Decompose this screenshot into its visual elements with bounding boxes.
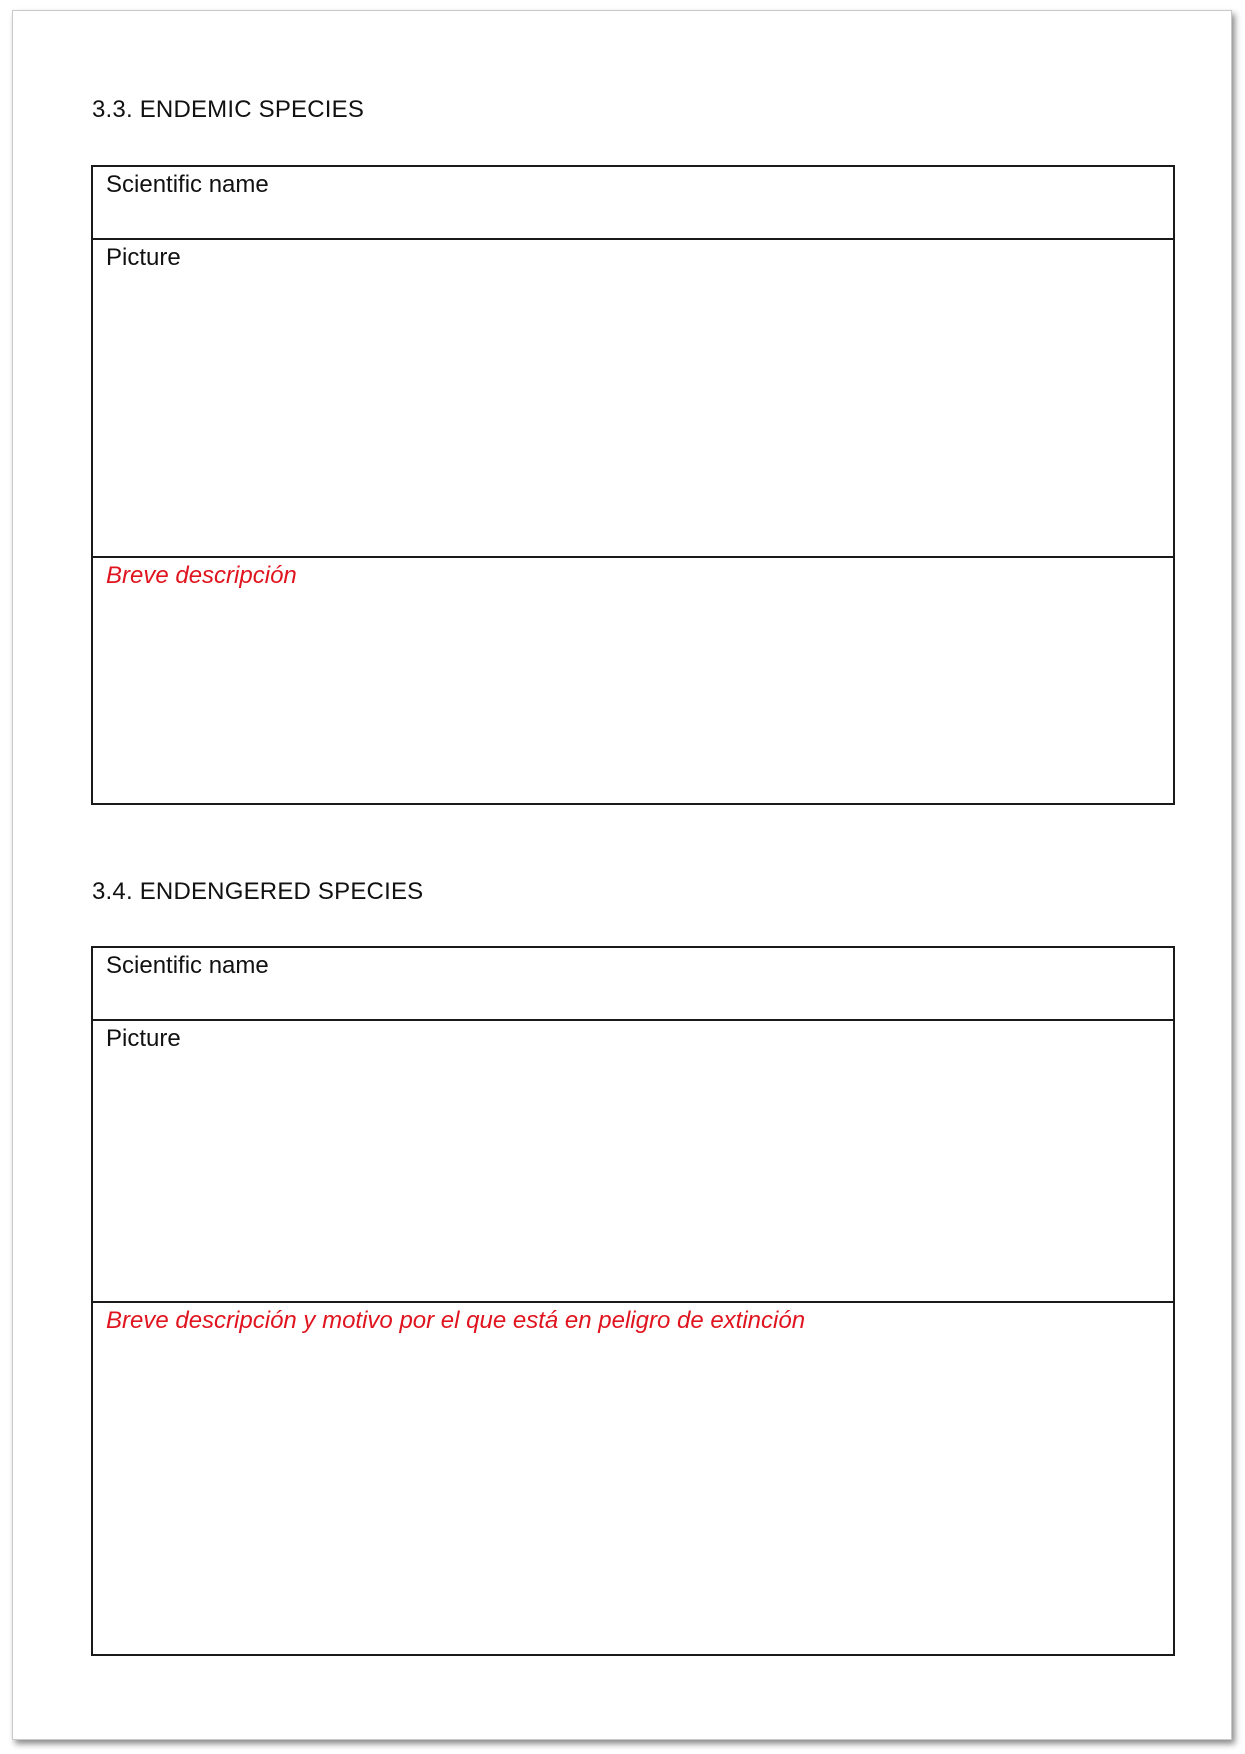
document-page xyxy=(12,10,1232,1740)
description-field[interactable] xyxy=(93,558,1173,803)
section-title-endangered: 3.4. ENDENGERED SPECIES xyxy=(92,878,424,905)
endangered-species-form xyxy=(91,946,1175,1656)
picture-label: Picture xyxy=(106,244,181,271)
picture-label: Picture xyxy=(106,1025,181,1052)
picture-field[interactable] xyxy=(93,240,1173,558)
scientific-name-label: Scientific name xyxy=(106,952,269,979)
description-field[interactable] xyxy=(93,1303,1173,1654)
description-label: Breve descripción y motivo por el que está en peligro de extinción xyxy=(106,1307,806,1334)
section-title-endemic: 3.3. ENDEMIC SPECIES xyxy=(92,96,365,123)
endemic-species-form xyxy=(91,165,1175,805)
description-label: Breve descripción xyxy=(106,562,297,589)
scientific-name-field[interactable] xyxy=(93,167,1173,240)
scientific-name-field[interactable] xyxy=(93,948,1173,1021)
scientific-name-label: Scientific name xyxy=(106,171,269,198)
picture-field[interactable] xyxy=(93,1021,1173,1303)
